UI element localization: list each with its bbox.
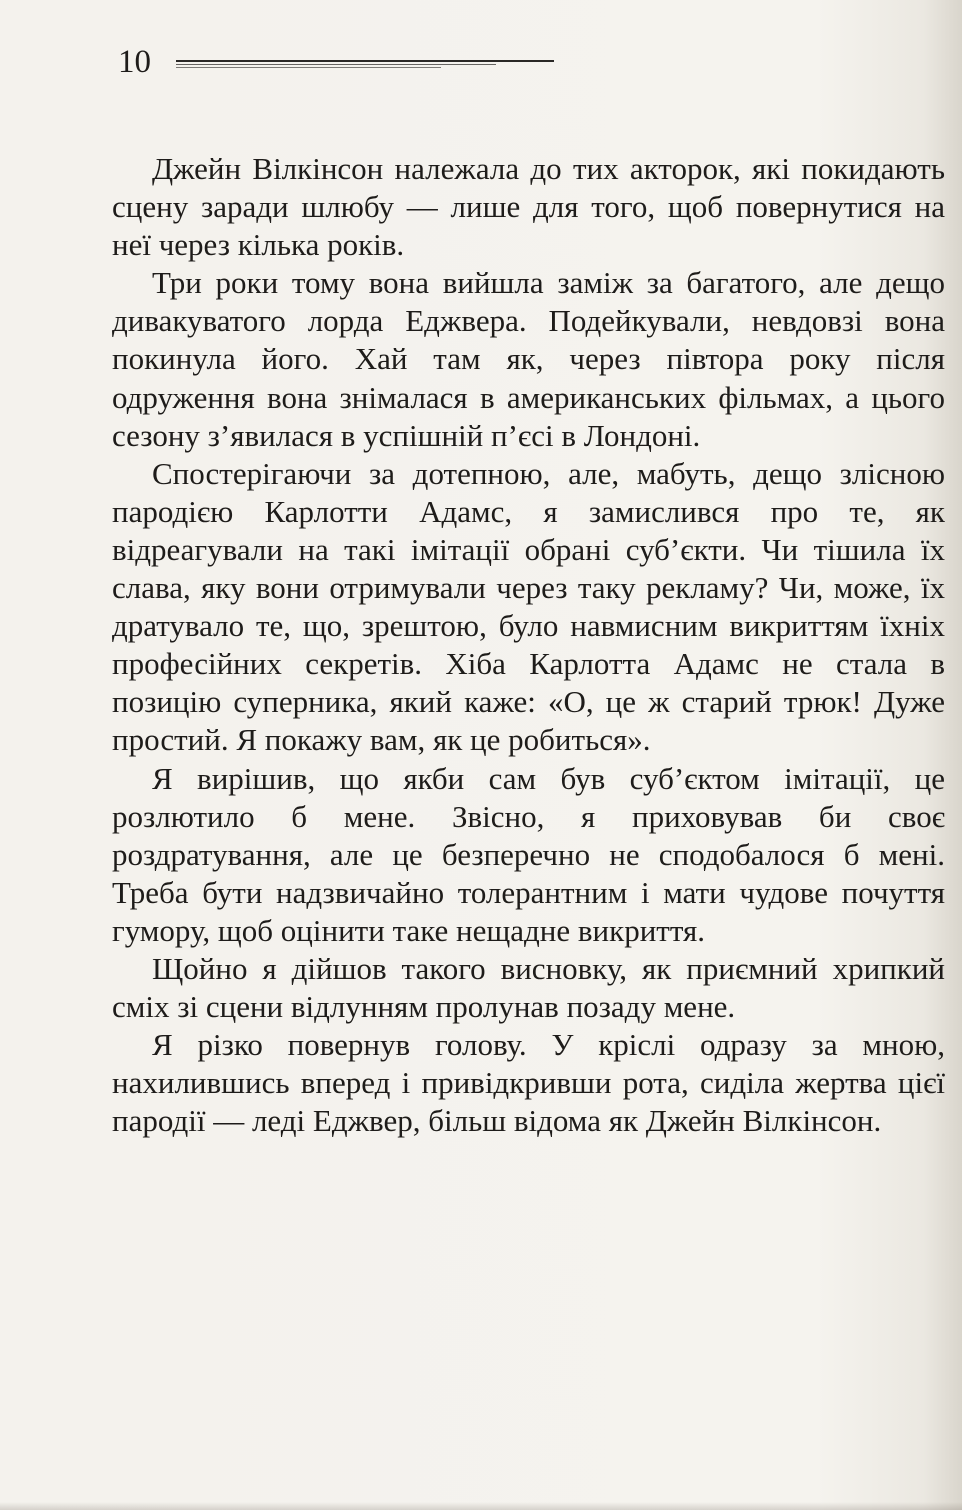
body-text — [112, 150, 945, 1140]
page-number: 10 — [118, 44, 151, 80]
page-header — [118, 40, 558, 84]
paragraph: Щойно я дійшов такого висновку, як приємний хрипкий сміх зі сцени відлунням пролунав позаду мене. — [112, 950, 945, 1025]
paragraph: Три роки тому вона вийшла заміж за багатого, але дещо дивакуватого лорда Еджвера. Подейкували, невдовзі вона покинула його. Хай там як, через півтора року після одруження вона знімалася в американських фільмах, а цього сезону з’явилася в успішній п’єсі в Лондоні. — [112, 265, 945, 453]
header-rule — [176, 60, 554, 62]
paragraph: Спостерігаючи за дотепною, але, мабуть, дещо злісною пародією Карлотти Адамс, я замислився про те, як відреагували на такі імітації обрані суб’єкти. Чи тішила їх слава, яку вони отримували через таку рекламу? Чи, може, їх дратувало те, що, зрештою, було навмисним викриттям їхніх професійних секретів. Хіба Карлотта Адамс не стала в позицію суперника, який каже: «О, це ж старий трюк! Дуже простий. Я покажу вам, як це робиться». — [112, 455, 945, 758]
paragraph: Джейн Вілкінсон належала до тих акторок, які покидають сцену заради шлюбу — лише для того, щоб повернутися на неї через кілька років. — [112, 151, 945, 263]
header-rule — [176, 67, 441, 68]
page-edge-shadow — [0, 1502, 962, 1510]
paragraph: Я вирішив, що якби сам був суб’єктом імітації, це розлютило б мене. Звісно, я приховував би своє роздратування, але це безперечно не сподобалося б мені. Треба бути надзвичайно толерантним і мати чудове почуття гумору, щоб оцінити таке нещадне викриття. — [112, 760, 945, 948]
header-rule — [176, 64, 496, 65]
paragraph: Я різко повернув голову. У кріслі одразу за мною, нахилившись вперед і привідкривши рота, сиділа жертва цієї пародії — леді Еджвер, більш відома як Джейн Вілкінсон. — [112, 1027, 945, 1139]
